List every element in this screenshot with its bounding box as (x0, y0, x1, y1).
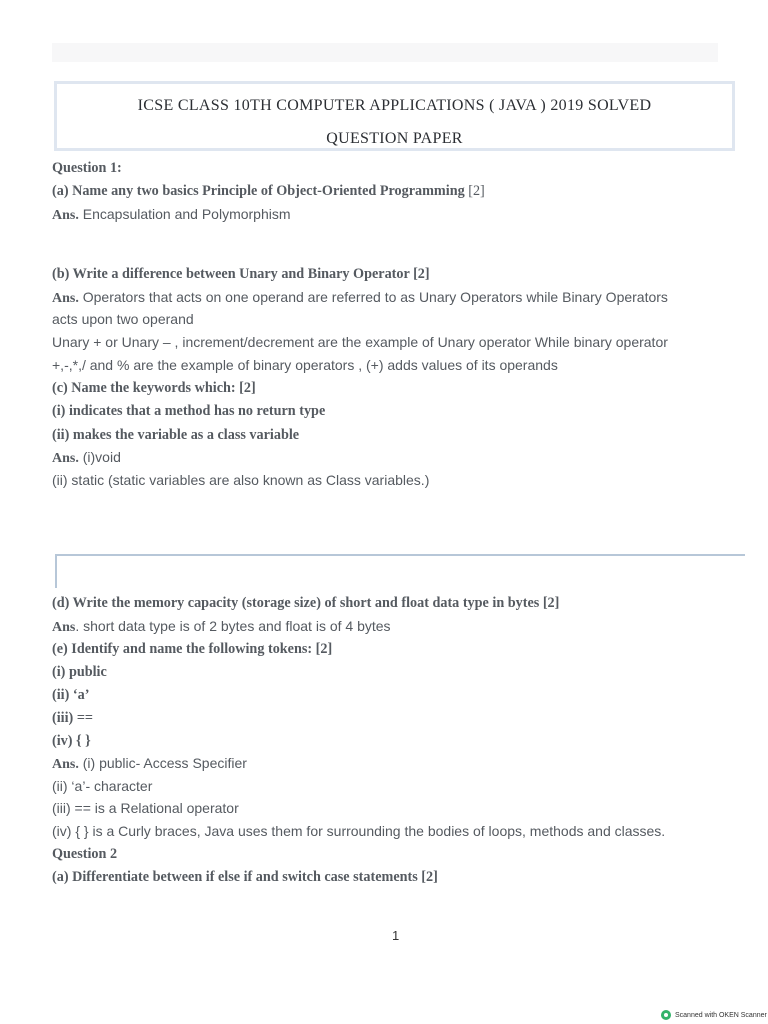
question-1c: (c) Name the keywords which: [2] (52, 380, 256, 396)
answer-1b-line-4: +,-,*,/ and % are the example of binary operators , (+) adds values of its operands (52, 357, 558, 373)
title-box (54, 81, 735, 151)
answer-1d (52, 618, 391, 636)
answer-label: Ans. (52, 757, 79, 772)
answer-label: Ans (52, 620, 76, 635)
question-1d: (d) Write the memory capacity (storage size) of short and float data type in bytes [2] (52, 595, 560, 611)
answer-1b-text: Operators that acts on one operand are referred to as Unary Operators while Binary Operators (78, 289, 668, 305)
answer-1e-line-3: (iii) == is a Relational operator (52, 800, 239, 816)
answer-1e-line-4: (iv) { } is a Curly braces, Java uses them for surrounding the bodies of loops, methods and classes. (52, 823, 666, 839)
answer-1a (52, 206, 291, 224)
answer-1b-line-1 (52, 289, 668, 307)
question-1b: (b) Write a difference between Unary and Binary Operator [2] (52, 266, 430, 282)
answer-1e-line-2: (ii) ‘a’- character (52, 778, 153, 794)
question-1a (52, 183, 485, 200)
question-1-heading: Question 1: (52, 160, 122, 176)
page-title-line-1: ICSE CLASS 10TH COMPUTER APPLICATIONS ( JAVA ) 2019 SOLVED (137, 97, 652, 114)
answer-label: Ans. (52, 451, 79, 466)
oken-scanner-logo-icon (661, 1010, 671, 1020)
question-1e-i: (i) public (52, 664, 107, 680)
answer-1e-text: (i) public- Access Specifier (78, 755, 247, 771)
question-1e-iv: (iv) { } (52, 733, 91, 749)
question-1c-i: (i) indicates that a method has no return type (52, 403, 326, 419)
question-1e: (e) Identify and name the following tokens: [2] (52, 641, 333, 657)
question-1e-ii: (ii) ‘a’ (52, 687, 90, 703)
question-2-heading: Question 2 (52, 846, 118, 862)
answer-1b-line-2: acts upon two operand (52, 311, 194, 327)
question-1c-ii: (ii) makes the variable as a class variable (52, 427, 300, 443)
page-title-line-2: QUESTION PAPER (326, 130, 463, 147)
question-1a-text: (a) Name any two basics Principle of Object-Oriented Programming (52, 183, 465, 199)
answer-label: Ans. (52, 208, 79, 223)
section-divider (55, 554, 745, 588)
answer-1c-text: (i)void (78, 449, 121, 465)
question-1a-marks: [2] (464, 183, 485, 199)
scanner-watermark (661, 1008, 767, 1022)
top-band (52, 43, 718, 62)
answer-1e-line-1 (52, 755, 247, 773)
answer-1b-line-3: Unary + or Unary – , increment/decrement are the example of Unary operator While binary operator (52, 334, 668, 350)
question-1e-iii: (iii) == (52, 710, 93, 726)
scanner-text: Scanned with OKEN Scanner (675, 1011, 767, 1019)
answer-1a-text: Encapsulation and Polymorphism (78, 206, 291, 222)
answer-1c-line-1 (52, 449, 121, 467)
question-2a: (a) Differentiate between if else if and switch case statements [2] (52, 869, 438, 885)
page-number: 1 (392, 928, 400, 943)
answer-label: Ans. (52, 291, 79, 306)
answer-1d-text: . short data type is of 2 bytes and float is of 4 bytes (75, 618, 391, 634)
answer-1c-line-2: (ii) static (static variables are also known as Class variables.) (52, 472, 430, 488)
